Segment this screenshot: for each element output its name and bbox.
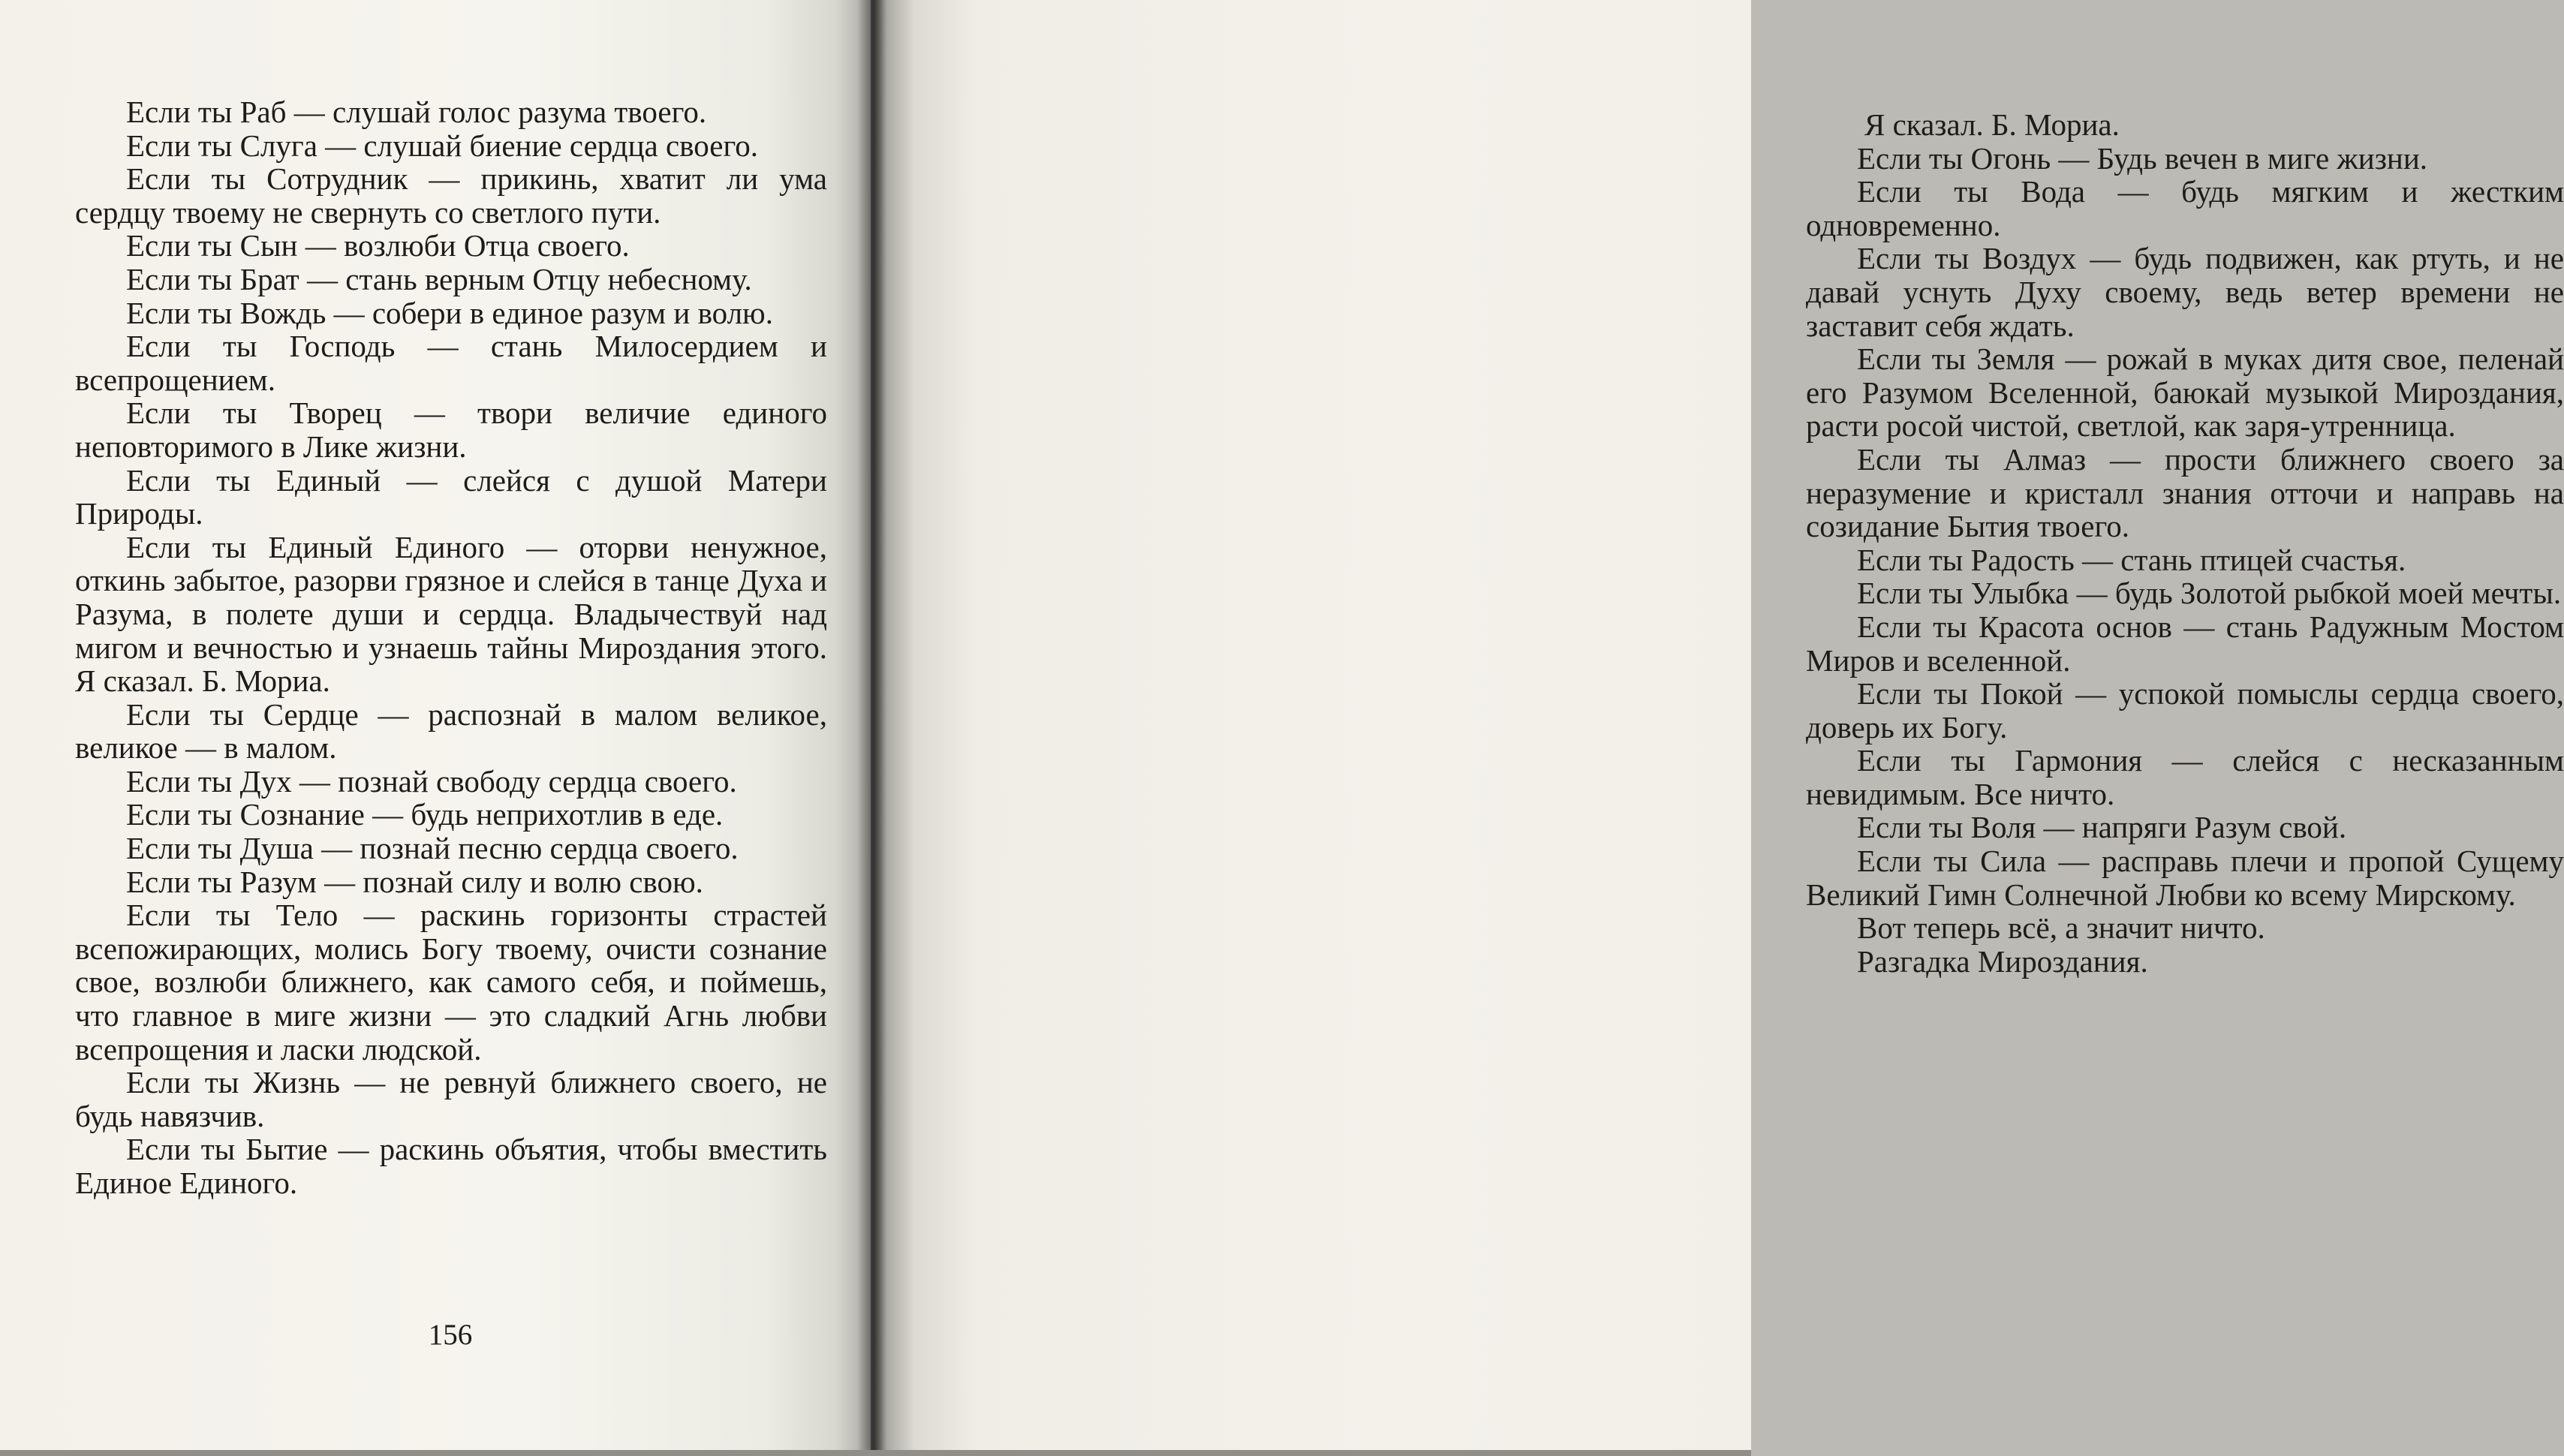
paragraph: Если ты Земля — рожай в муках дитя свое, пеленай его Разумом Вселенной, баюкай музыкой Мироздания, расти росой чистой, светлой, как заря-утренница. (1806, 341, 2564, 444)
paragraph: Если ты Улыбка — будь Золотой рыбкой моей мечты. (1857, 576, 2562, 611)
paragraph: Если ты Алмаз — прости ближнего своего за неразумение и кристалл знания отточи и направь на созидание Бытия твоего. (1806, 441, 2564, 544)
paragraph: Если ты Радость — стань птицей счастья. (1857, 542, 2406, 577)
paragraph: Если ты Единый — слейся с душой Матери Природы. (75, 462, 827, 531)
paragraph: Если ты Воля — напряги Разум свой. (1857, 810, 2347, 845)
paragraph: Если ты Вождь — собери в единое разум и волю. (126, 295, 773, 330)
paragraph: Если ты Разум — познай силу и волю свою. (126, 864, 703, 899)
continuation-line: Я сказал. Б. Мориа. (1864, 107, 2120, 142)
paragraph: Если ты Жизнь — не ревнуй ближнего своего, не будь навязчив. (75, 1065, 827, 1133)
paragraph: Если ты Сотрудник — прикинь, хватит ли ума сердцу твоему не свернуть со светлого пути. (75, 161, 827, 230)
right-page-text (1806, 108, 2564, 978)
paragraph: Если ты Единый Единого — оторви ненужное, откинь забытое, разорви грязное и слейся в танце Духа и Разума, в полете души и сердца. Владычествуй над мигом и вечностью и узнаешь тайны Мироздания этого. Я сказал. Б. Мориа. (75, 529, 827, 699)
paragraph: Разгадка Мироздания. (1857, 943, 2148, 979)
page-number: 156 (428, 1319, 473, 1351)
paragraph: Если ты Сила — расправь плечи и пропой Сущему Великий Гимн Солнечной Любви ко всему Мирскому. (1806, 844, 2564, 912)
paragraph: Если ты Творец — твори величие единого неповторимого в Лике жизни. (75, 396, 827, 464)
paragraph: Если ты Господь — стань Милосердием и всепрощением. (75, 329, 827, 397)
paragraph: Если ты Брат — стань верным Отцу небесному. (126, 261, 752, 296)
paragraph: Если ты Красота основ — стань Радужным Мостом Миров и вселенной. (1806, 609, 2564, 678)
paragraph: Если ты Сердце — распознай в малом великое, великое — в малом. (75, 696, 827, 766)
right-page (871, 0, 2564, 1450)
paragraph: Если ты Покой — успокой помыслы сердца своего, доверь их Богу. (1806, 676, 2564, 745)
paragraph: Если ты Раб — слушай голос разума твоего. (126, 95, 707, 129)
paragraph: Если ты Сознание — будь неприхотлив в еде. (126, 797, 724, 832)
book-gutter (857, 0, 887, 1450)
paragraph: Если ты Сын — возлюби Отца своего. (126, 228, 630, 263)
paragraph: Если ты Гармония — слейся с несказанным невидимым. Все ничто. (1806, 743, 2564, 811)
left-page (0, 0, 871, 1450)
left-page-text (75, 95, 827, 1200)
paragraph: Если ты Огонь — Будь вечен в миге жизни. (1857, 140, 2428, 176)
page-bottom-edge (0, 1450, 1751, 1456)
paragraph: Вот теперь всё, а значит ничто. (1857, 910, 2265, 946)
paragraph: Если ты Душа — познай песню сердца своего. (126, 831, 739, 866)
paragraph: Если ты Вода — будь мягким и жестким одновременно. (1806, 174, 2564, 242)
paragraph: Если ты Тело — раскинь горизонты страстей всепожирающих, молись Богу твоему, очисти сознание свое, возлюби ближнего, как самого себя, и поймешь, что главное в миге жизни — это сладкий Агнь любви всепрощения и ласки людской. (75, 898, 827, 1066)
paragraph: Если ты Бытие — раскинь объятия, чтобы вместить Единое Единого. (75, 1132, 827, 1200)
paragraph: Если ты Дух — познай свободу сердца своего. (126, 763, 737, 799)
paragraph: Если ты Слуга — слушай биение сердца своего. (126, 128, 759, 163)
paragraph: Если ты Воздух — будь подвижен, как ртуть, и не давай уснуть Духу своему, ведь ветер времени не заставит себя ждать. (1806, 241, 2564, 343)
